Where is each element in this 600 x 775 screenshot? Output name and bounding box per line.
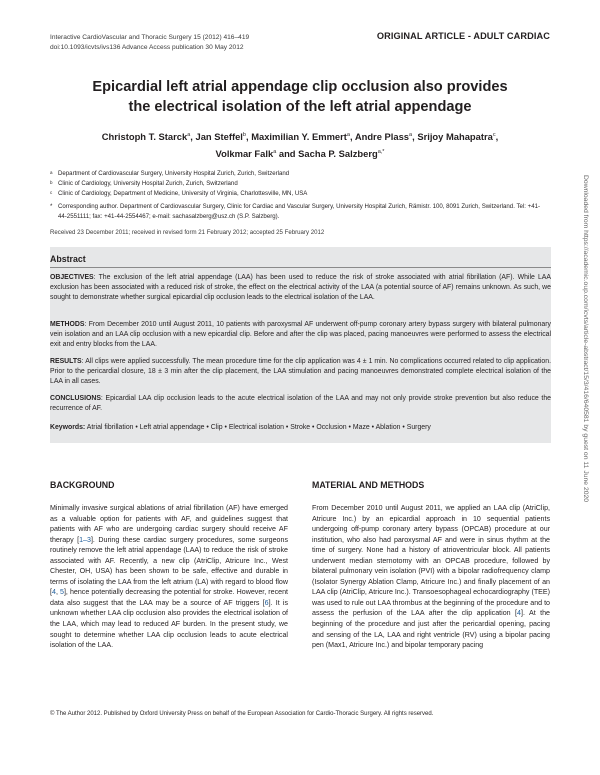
background-heading: BACKGROUND <box>50 480 115 490</box>
abstract-objectives <box>50 273 551 303</box>
author-affil-mark: a <box>273 148 277 155</box>
author-affil-mark: c <box>492 132 496 138</box>
article-title <box>40 77 560 117</box>
received-dates: Received 23 December 2011; received in revised form 21 February 2012; accepted 25 February 2012 <box>50 229 325 236</box>
abstract-box <box>50 247 551 443</box>
body-text: ], hence potentially decreasing the potential for stroke. However, recent data also suggest that the LAA may be a source of AF triggers [ <box>50 588 288 607</box>
article-type-label: ORIGINAL ARTICLE - ADULT CARDIAC <box>376 31 550 41</box>
author: Sacha P. Salzberg <box>298 147 378 159</box>
objectives-label: OBJECTIVES <box>50 274 94 281</box>
affiliation-text: Clinic of Cardiology, Department of Medicine, University of Virginia, Charlottesville, MN, USA <box>58 189 308 197</box>
download-watermark: Downloaded from https://academic.oup.com/icvts/article-abstract/15/3/416/640581 by guest on 11 June 2020 <box>582 175 589 503</box>
conclusions-text: : Epicardial LAA clip occlusion leads to the acute electrical isolation of the LAA and may not only provide stroke prevention but also reduce the recurrence of AF. <box>50 395 551 412</box>
abstract-rule <box>50 267 551 268</box>
keywords-text: Atrial fibrillation • Left atrial appendage • Clip • Electrical isolation • Stroke • Occlusion • Maze • Ablation • Surgery <box>85 424 431 431</box>
body-text: Minimally invasive surgical ablations of atrial fibrillation (AF) have emerged as a valuable option for patients with AF, and guidelines suggest that patients with AF who are undergoing cardiac surgery should receive AF therapy [ <box>50 504 288 544</box>
abstract-methods <box>50 320 551 350</box>
reference-link[interactable]: 5 <box>59 588 64 597</box>
reference-link[interactable]: 4 <box>517 609 521 618</box>
corresponding-text: Corresponding author. Department of Cardiovascular Surgery, Clinic for Cardiac and Vascular Surgery, University Hospital Zurich, Rämistr. 100, 8091 Zurich, Switzerland. Tel: +41-44-2551111; fax: +41-44-2554467; e-mail: sachasalzberg@usz.ch (S.P. Salzberg). <box>58 203 541 220</box>
reference-link[interactable]: 1–3 <box>79 535 91 544</box>
author-affil-mark: a <box>409 132 413 138</box>
corresponding-author <box>50 202 546 221</box>
affiliation-item <box>50 169 550 179</box>
abstract-keywords <box>50 423 551 433</box>
author: Andre Plass <box>354 131 410 143</box>
objectives-text: : The exclusion of the left atrial appendage (LAA) has been used to reduce the risk of stroke associated with atrial fibrillation (AF). While LAA exclusion has been associated with a reduced risk of stroke, the effect on the electrical activity of the LAA (a potential source of AF) remains unknown. As such, we sought to demonstrate whether surgical epicardial clip occlusion leads to the electrical isolation of the LAA. <box>50 274 551 301</box>
author: Maximilian Y. Emmert <box>251 131 347 143</box>
body-text: ]. During these cardiac surgery procedures, some surgeons routinely remove the left atrial appendage (LAA) to reduce the risk of stroke associated with AF. Recently, a new clip (AtriClip, Atricure Inc., West Chester, OH, USA) has been shown to be safe, effective and durable in terms of isolating the LAA from the left atrium (LA) with regard to blood flow [ <box>50 535 288 597</box>
keywords-label: Keywords: <box>50 424 86 431</box>
body-text: ]. It is unknown whether LAA clip occlusion also provides the electrical isolation of the LAA, which may lead to reduced AF burden. In the present study, we sought to determine whether LAA clip occlusion leads to acute electrical isolation of the LAA. <box>50 598 288 650</box>
results-label: RESULTS <box>50 358 82 365</box>
author: Jan Steffel <box>195 131 243 143</box>
methods-text: : From December 2010 until August 2011, 10 patients with paroxysmal AF underwent off-pump coronary artery bypass surgery with bilateral pulmonary vein isolation and an LAA clip occlusion with a new epicardial clip. Before and after the clip was placed, pacing manoeuvres were performed to assess the electrical exit and entry blocks from the LAA. <box>50 321 551 348</box>
body-text: , <box>55 588 60 597</box>
affiliation-item <box>50 179 550 189</box>
journal-citation <box>50 33 350 52</box>
reference-link[interactable]: 4 <box>51 588 56 597</box>
author: Christoph T. Starck <box>101 131 188 143</box>
author-affil-mark: b <box>242 132 246 138</box>
body-text: ]. At the beginning of the procedure and just after the pericardial opening, pacing and sensing of the LA, LAA and right ventricle (RV) using a bipolar pacing pen (Max1, Atricure Inc.) and bipolar temporary pacing <box>312 609 551 650</box>
copyright-footer: © The Author 2012. Published by Oxford University Press on behalf of the European Association for Cardio-Thoracic Surgery. All rights reserved. <box>50 711 434 717</box>
corresponding-mark: * <box>50 203 53 210</box>
conclusions-label: CONCLUSIONS <box>50 395 101 402</box>
journal-line-1: Interactive CardioVascular and Thoracic Surgery 15 (2012) 416–419 <box>50 34 250 41</box>
abstract-results <box>50 357 551 387</box>
author-affil-mark: a <box>346 132 350 138</box>
author: Volkmar Falk <box>215 147 274 159</box>
affiliation-mark: b <box>50 179 53 185</box>
affiliation-mark: c <box>50 189 53 195</box>
affiliation-item <box>50 189 550 199</box>
affiliation-text: Clinic of Cardiology, University Hospital Zurich, Zurich, Switzerland <box>58 179 238 187</box>
background-body <box>50 503 288 651</box>
methods-label: METHODS <box>50 321 85 328</box>
affiliation-mark: a <box>50 170 53 175</box>
title-line-2: the electrical isolation of the left atrial appendage <box>128 99 472 115</box>
methods-heading: MATERIAL AND METHODS <box>312 480 425 490</box>
abstract-conclusions <box>50 394 551 414</box>
journal-line-2: doi:10.1093/icvts/ivs136 Advance Access publication 30 May 2012 <box>50 43 244 51</box>
author-affil-mark: a <box>187 132 191 138</box>
author-affil-mark: a,* <box>377 148 385 155</box>
affiliation-text: Department of Cardiovascular Surgery, University Hospital Zurich, Zurich, Switzerland <box>58 170 290 177</box>
affiliations <box>50 169 550 198</box>
results-text: : All clips were applied successfully. The mean procedure time for the clip application was 4 ± 1 min. No complications occurred related to clip application. Prior to the pericardial closure, 18 ± 3 min after the clip placement, the LAA stimulation and pacing manoeuvres demonstrated complete electrical isolation of the LAA in all cases. <box>50 358 551 385</box>
reference-link[interactable]: 6 <box>264 598 269 607</box>
methods-body <box>312 503 550 651</box>
body-text: From December 2010 until August 2011, we applied an LAA clip (AtriClip, Atricure Inc.) by an epicardial approach in 10 sequential patients undergoing off-pump coronary artery bypass (OPCAB) procedure at our institution, who also had paroxysmal AF and were in sinus rhythm at the time of surgery. None had a history of atrioventricular block. All patients underwent median sternotomy with an OPCAB procedure, followed by bilateral pulmonary vein isolation (PVI) with a bipolar radiofrequency clamp (Isolator Synergy Ablation Clamp, Atricure Inc.) and finally placement of an LAA clip (AtriClip, Atricure Inc.). Transoesophageal echocardiography (TEE) was used to rule out LAA thrombus at the beginning of the procedure and to assess the perfusion of the LAA after the clip application [ <box>312 504 550 618</box>
author-list: Christoph T. Starck$^a$, Jan Steffel$^b$, Maximilian Y. Emmert$^a$, Andre Plass$^a$, Srijoy Mahapatra$^c$, Volkmar Falk$^a$ and Sacha P. Salzberg$^{a,*}$ <box>101 131 499 159</box>
title-line-1: Epicardial left atrial appendage clip occlusion also provides <box>92 79 508 95</box>
author: Srijoy Mahapatra <box>417 131 493 143</box>
abstract-heading: Abstract <box>50 254 86 264</box>
